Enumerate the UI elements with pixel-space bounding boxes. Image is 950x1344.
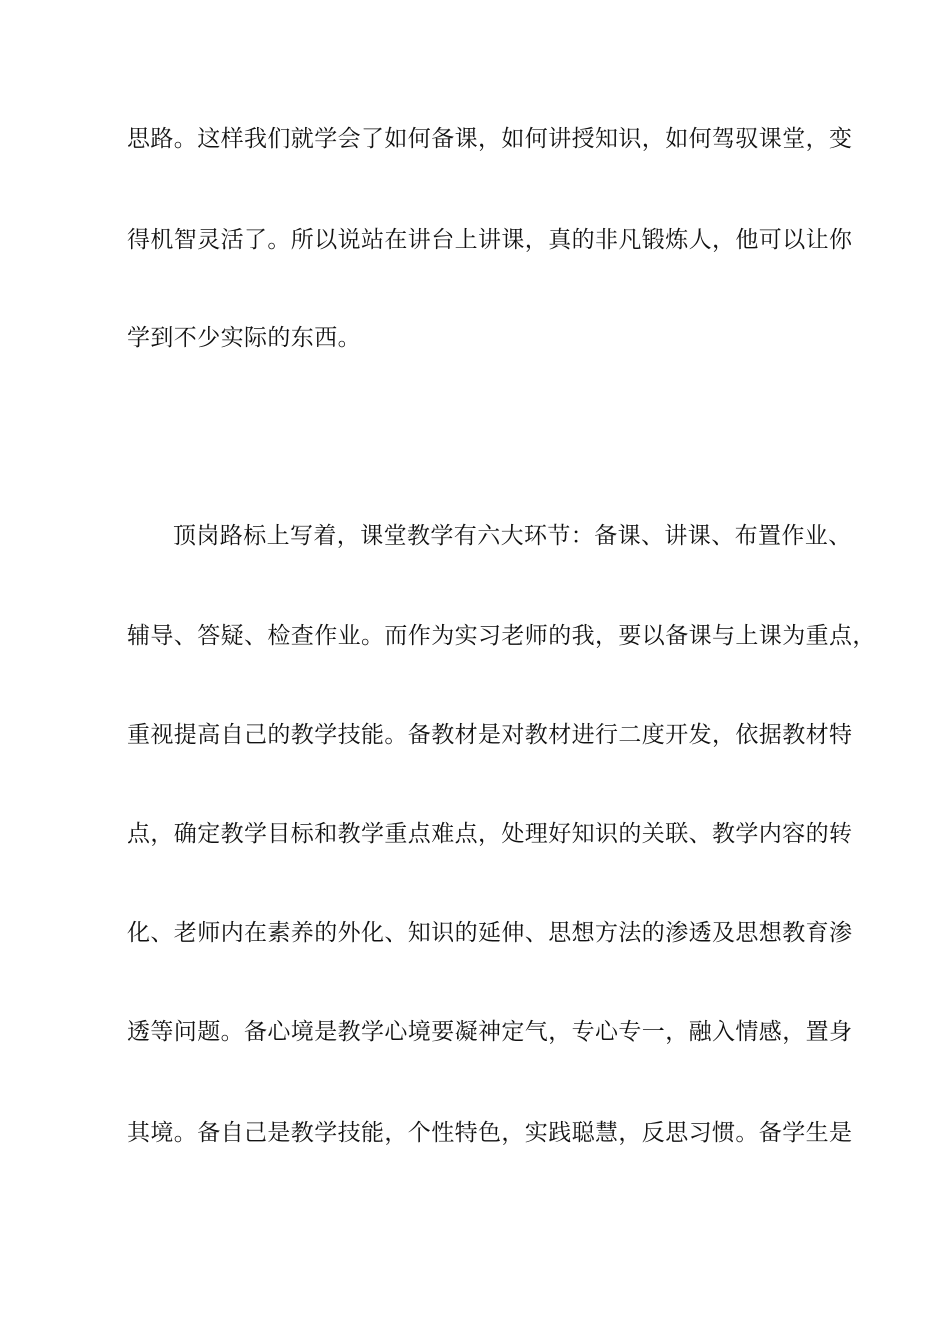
paragraph-line: 辅导、答疑、检查作业。而作为实习老师的我，要以备课与上课为重点， <box>127 623 876 649</box>
paragraph-line: 重视提高自己的教学技能。备教材是对教材进行二度开发，依据教材特 <box>127 722 853 748</box>
paragraph-line: 其境。备自己是教学技能，个性特色，实践聪慧，反思习惯。备学生是 <box>127 1120 853 1146</box>
paragraph-line: 化、老师内在素养的外化、知识的延伸、思想方法的渗透及思想教育渗 <box>127 920 853 946</box>
paragraph-line: 思路。这样我们就学会了如何备课，如何讲授知识，如何驾驭课堂，变 <box>127 126 853 152</box>
paragraph-line: 点，确定教学目标和教学重点难点，处理好知识的关联、教学内容的转 <box>127 821 853 847</box>
paragraph-line: 顶岗路标上写着，课堂教学有六大环节：备课、讲课、布置作业、 <box>173 523 852 549</box>
paragraph-line: 透等问题。备心境是教学心境要凝神定气，专心专一，融入情感，置身 <box>127 1019 853 1045</box>
paragraph-line: 学到不少实际的东西。 <box>127 325 361 351</box>
paragraph-line: 得机智灵活了。所以说站在讲台上讲课，真的非凡锻炼人，他可以让你 <box>127 227 853 253</box>
